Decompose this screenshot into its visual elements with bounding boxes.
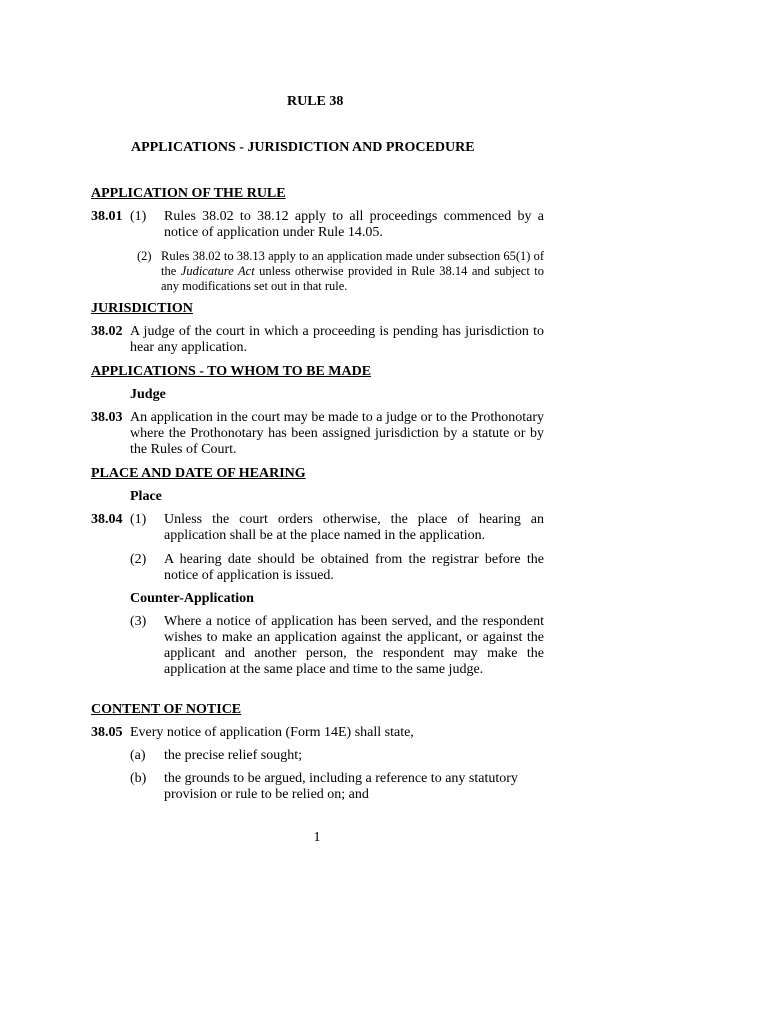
paragraph-text: Every notice of application (Form 14E) shall state, — [130, 725, 414, 740]
heading-jurisdiction: JURISDICTION — [91, 301, 193, 316]
rule-number-38-04: 38.04 — [91, 512, 123, 527]
clause-letter: (a) — [130, 748, 146, 763]
paragraph-number: (2) — [137, 249, 152, 263]
heading-to-whom: APPLICATIONS - TO WHOM TO BE MADE — [91, 364, 372, 379]
paragraph-number: (1) — [130, 512, 147, 527]
heading-place-date: PLACE AND DATE OF HEARING — [91, 466, 306, 481]
paragraph-text: Where a notice of application has been served, and the respondent wishes to make an application against the applicant, or against the applicant and another person, the respondent may make the application at the same place and time to the same judge. — [164, 614, 544, 677]
paragraph-number: (1) — [130, 209, 147, 224]
rule-number-38-05: 38.05 — [91, 725, 123, 740]
document-subtitle: APPLICATIONS - JURISDICTION AND PROCEDURE — [131, 140, 475, 155]
paragraph-text: Rules 38.02 to 38.12 apply to all proceedings commenced by a notice of application under Rule 14.05. — [164, 209, 544, 240]
rule-number-38-01: 38.01 — [91, 209, 123, 224]
subheading-counter-application: Counter-Application — [130, 591, 254, 606]
paragraph-text: Unless the court orders otherwise, the place of hearing an application shall be at the place named in the application. — [164, 512, 544, 543]
clause-text: the grounds to be argued, including a reference to any statutory provision or rule to be relied on; and — [164, 771, 518, 802]
paragraph-number: (3) — [130, 614, 147, 629]
paragraph-text — [161, 249, 544, 294]
subheading-place: Place — [130, 489, 162, 504]
clause-text: the precise relief sought; — [164, 748, 303, 763]
rule-number-38-02: 38.02 — [91, 324, 123, 339]
act-name: Judicature Act — [180, 264, 255, 278]
rule-number-38-03: 38.03 — [91, 410, 123, 425]
paragraph-text: An application in the court may be made to a judge or to the Prothonotary where the Prothonotary has been assigned jurisdiction by a statute or by the Rules of Court. — [130, 410, 544, 457]
page-number: 1 — [313, 830, 321, 845]
text-span: Rules 38.02 to 38.13 apply to an application made under subsection 65(1) of the — [161, 249, 544, 278]
paragraph-text: A hearing date should be obtained from the registrar before the notice of application is issued. — [164, 552, 544, 583]
rule-title: RULE 38 — [287, 94, 344, 109]
paragraph-text: A judge of the court in which a proceeding is pending has jurisdiction to hear any application. — [130, 324, 544, 355]
heading-application-of-rule: APPLICATION OF THE RULE — [91, 186, 286, 201]
heading-content-of-notice: CONTENT OF NOTICE — [91, 702, 242, 717]
paragraph-number: (2) — [130, 552, 147, 567]
subheading-judge: Judge — [130, 387, 166, 402]
clause-letter: (b) — [130, 771, 147, 786]
text-span: unless otherwise provided in Rule 38.14 and subject to any modifications set out in that rule. — [161, 264, 544, 293]
